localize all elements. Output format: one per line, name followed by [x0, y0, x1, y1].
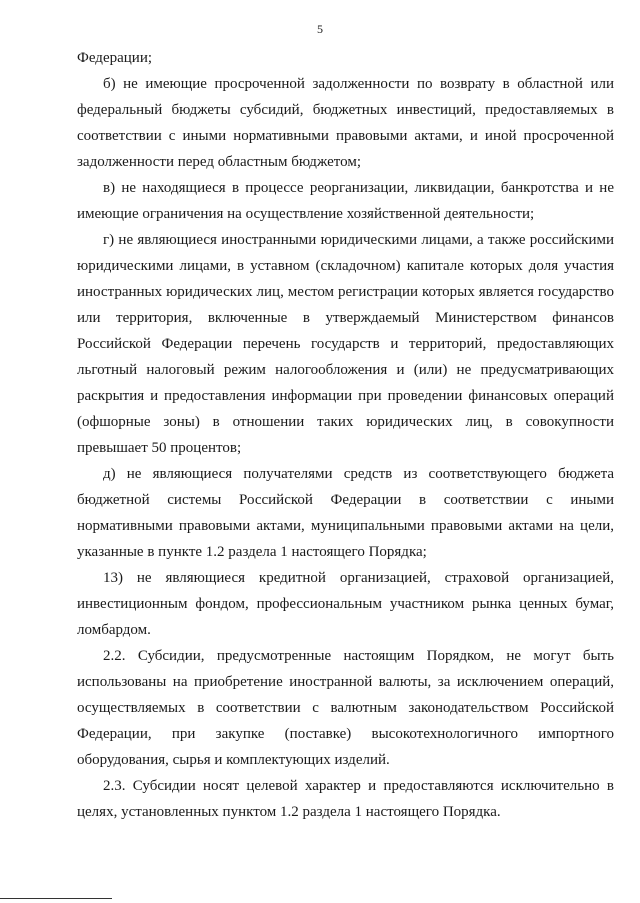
- page-number: 5: [317, 22, 323, 36]
- paragraph-item-g: г) не являющиеся иностранными юридическими лицами, а также российскими юридическими лицами, в уставном (складочном) капитале которых доля участия иностранных юридических лиц, местом регистрации которых является государство или территория, включенные в утверждаемый Министерством финансов Российской Федерации перечень государств и территорий, предоставляющих льготный налоговый режим налогообложения и (или) не предусматривающих раскрытия и предоставления информации при проведении финансовых операций (офшорные зоны) в отношении таких юридических лиц, в совокупности превышает 50 процентов;: [77, 232, 614, 456]
- paragraph-continuation: Федерации;: [77, 50, 153, 66]
- paragraph-item-13: 13) не являющиеся кредитной организацией, страховой организацией, инвестиционным фондом, профессиональным участником рынка ценных бумаг, ломбардом.: [77, 570, 614, 638]
- footer-rule: [0, 898, 112, 899]
- paragraph-item-v: в) не находящиеся в процессе реорганизации, ликвидации, банкротства и не имеющие ограничения на осуществление хозяйственной деятельности;: [77, 180, 614, 222]
- paragraph-2-3: 2.3. Субсидии носят целевой характер и предоставляются исключительно в целях, установленных пунктом 1.2 раздела 1 настоящего Порядка.: [77, 778, 614, 820]
- document-body: [77, 45, 614, 825]
- paragraph-item-b: б) не имеющие просроченной задолженности по возврату в областной или федеральный бюджеты субсидий, бюджетных инвестиций, предоставляемых в соответствии с иными нормативными правовыми актами, и иной просроченной задолженности перед областным бюджетом;: [77, 76, 614, 170]
- paragraph-item-d: д) не являющиеся получателями средств из соответствующего бюджета бюджетной системы Российской Федерации в соответствии с иными нормативными правовыми актами, муниципальными правовыми актами на цели, указанные в пункте 1.2 раздела 1 настоящего Порядка;: [77, 466, 614, 560]
- paragraph-2-2: 2.2. Субсидии, предусмотренные настоящим Порядком, не могут быть использованы на приобретение иностранной валюты, за исключением операций, осуществляемых в соответствии с валютным законодательством Российской Федерации, при закупке (поставке) высокотехнологичного импортного оборудования, сырья и комплектующих изделий.: [77, 648, 614, 768]
